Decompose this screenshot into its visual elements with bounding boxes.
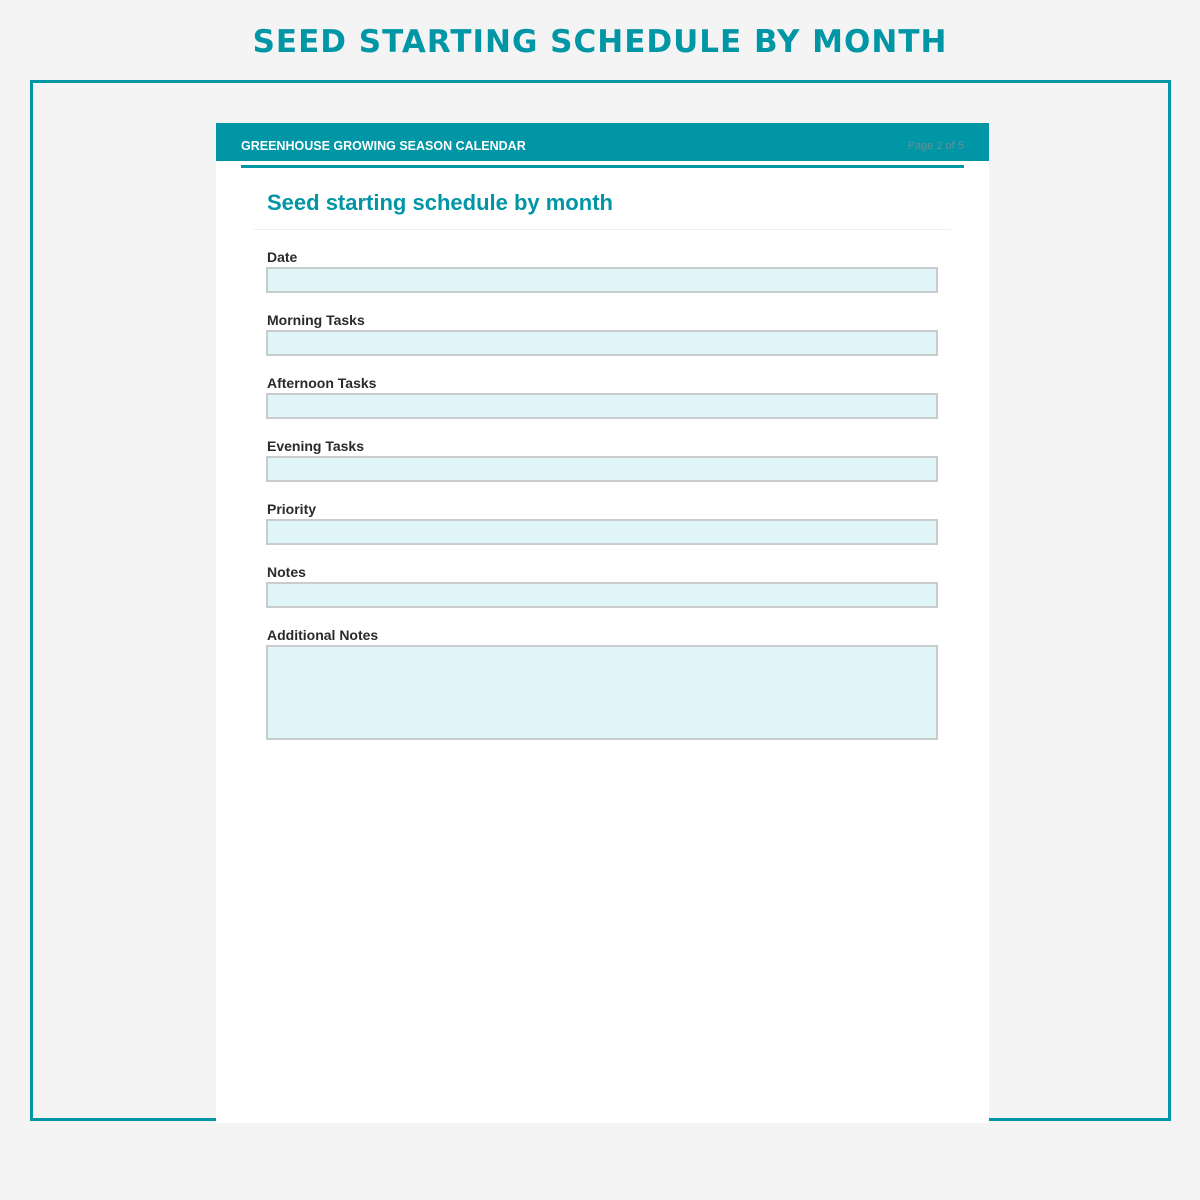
page-header (216, 123, 989, 161)
document-frame (30, 80, 1171, 1121)
priority-field[interactable] (266, 519, 938, 545)
title-divider (254, 229, 951, 230)
banner-title: SEED STARTING SCHEDULE BY MONTH (252, 24, 948, 60)
afternoon-tasks-label: Afternoon Tasks (267, 375, 377, 391)
header-title: GREENHOUSE GROWING SEASON CALENDAR (241, 139, 526, 153)
evening-tasks-field[interactable] (266, 456, 938, 482)
morning-tasks-field[interactable] (266, 330, 938, 356)
evening-tasks-label: Evening Tasks (267, 438, 365, 454)
afternoon-tasks-field[interactable] (266, 393, 938, 419)
header-divider (241, 165, 964, 168)
additional-notes-label: Additional Notes (267, 627, 379, 643)
priority-label: Priority (267, 501, 317, 517)
date-label: Date (267, 249, 298, 265)
section-title: Seed starting schedule by month (267, 190, 613, 215)
notes-field[interactable] (266, 582, 938, 608)
notes-label: Notes (267, 564, 306, 580)
page-indicator: Page 2 of 5 (907, 140, 964, 152)
morning-tasks-label: Morning Tasks (267, 312, 365, 328)
document-page (216, 123, 989, 1123)
additional-notes-field[interactable] (266, 645, 938, 740)
date-field[interactable] (266, 267, 938, 293)
